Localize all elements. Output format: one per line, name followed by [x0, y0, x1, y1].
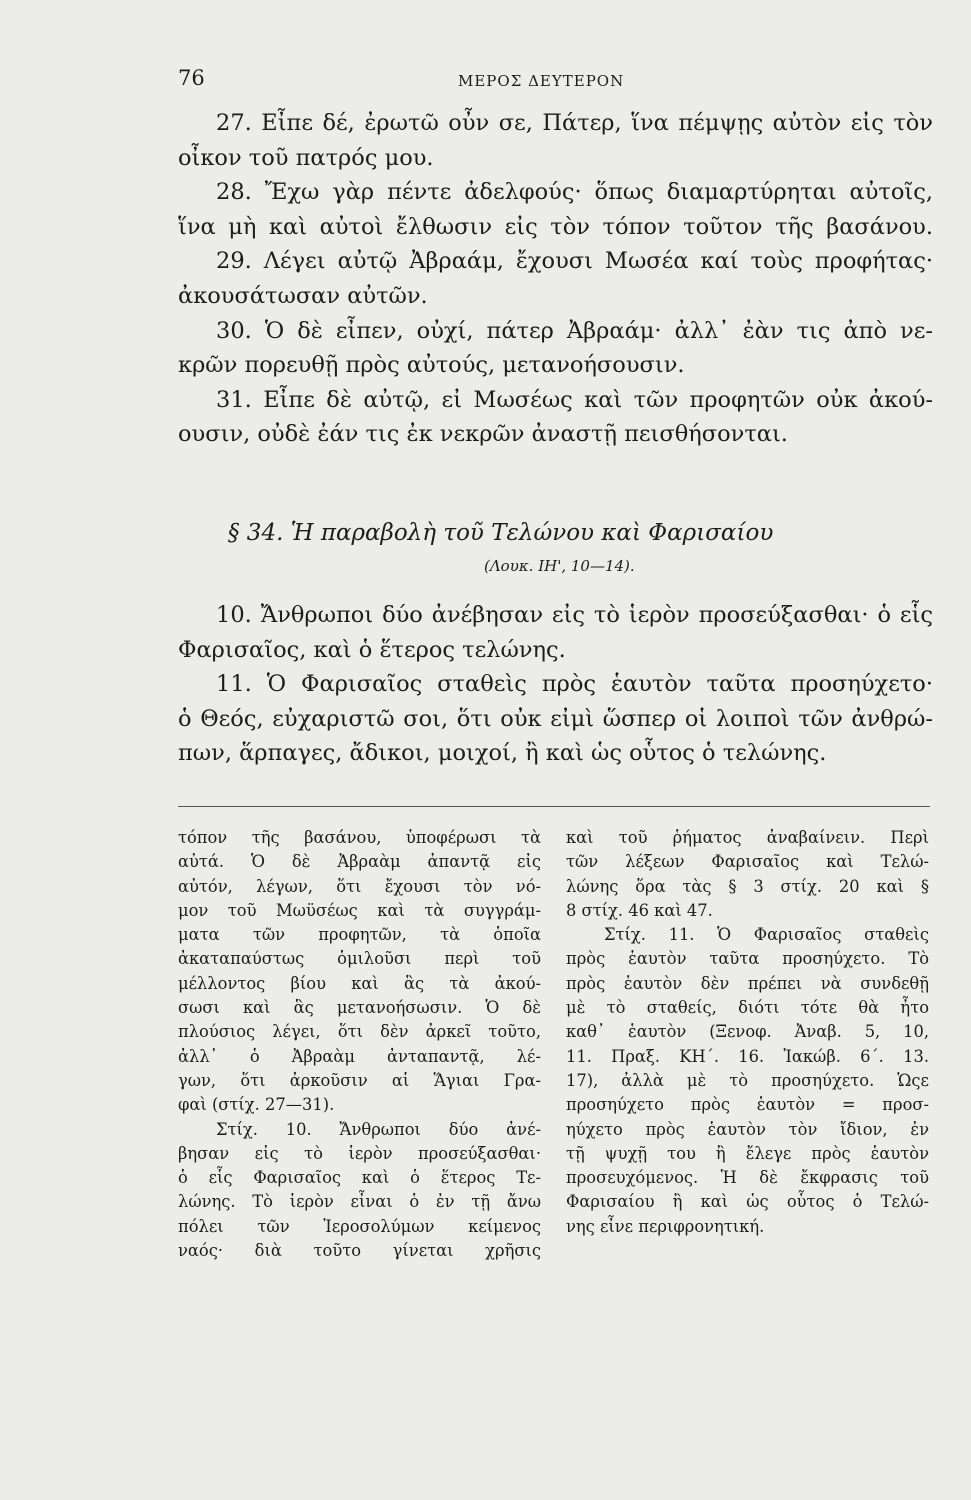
running-head: ΜΕΡΟΣ ΔΕΥΤΕΡΟΝ — [458, 72, 625, 90]
verse-line: ὁ Θεός, εὐχαριστῶ σοι, ὅτι οὐκ εἰμὶ ὥσπερ οἱ λοιποὶ τῶν ἀνθρώ- — [178, 705, 933, 732]
verse-line: ουσιν, οὐδὲ ἐάν τις ἐκ νεκρῶν ἀναστῇ πεισθήσονται. — [178, 421, 788, 448]
verse-line: 31. Εἶπε δὲ αὐτῷ, εἰ Μωσέως καὶ τῶν προφητῶν οὐκ ἀκού- — [216, 386, 933, 413]
footnote-line: λώνης. Τὸ ἱερὸν εἶναι ὁ ἐν τῇ ἄνω — [178, 1192, 541, 1212]
footnote-line: 11. Πραξ. ΚΗ΄. 16. Ἰακώβ. 6΄. 13. — [566, 1046, 929, 1066]
footnote-line: ὁ εἷς Φαρισαῖος καὶ ὁ ἕτερος Τε- — [178, 1168, 541, 1188]
verse-line: ἵνα μὴ καὶ αὐτοὶ ἔλθωσιν εἰς τὸν τόπον τοῦτον τῆς βασάνου. — [178, 213, 933, 240]
verse-line: οἶκον τοῦ πατρός μου. — [178, 144, 434, 171]
footnote-line: σωσι καὶ ἃς μετανοήσωσιν. Ὁ δὲ — [178, 998, 541, 1018]
footnote-line: βησαν εἰς τὸ ἱερὸν προσεύξασθαι· — [178, 1143, 541, 1163]
verse-line: 28. Ἔχω γὰρ πέντε ἀδελφούς· ὅπως διαμαρτύρηται αὐτοῖς, — [216, 179, 933, 206]
footnote-line: ἀλλ᾽ ὁ Ἀβραὰμ ἀνταπαντᾷ, λέ- — [178, 1046, 541, 1066]
footnote-divider — [178, 806, 930, 807]
verse-line: 29. Λέγει αὐτῷ Ἀβραάμ, ἔχουσι Μωσέα καί τοὺς προφήτας· — [216, 248, 933, 275]
footnote-line: Φαρισαίου ἢ καὶ ὡς οὗτος ὁ Τελώ- — [566, 1192, 929, 1212]
footnote-line: προσευχόμενος. Ἡ δὲ ἔκφρασις τοῦ — [566, 1168, 929, 1188]
footnote-line: Στίχ. 11. Ὁ Φαρισαῖος σταθεὶς — [604, 925, 929, 945]
verse-line: 30. Ὁ δὲ εἶπεν, οὐχί, πάτερ Ἀβραάμ· ἀλλ᾽ ἐὰν τις ἀπὸ νε- — [216, 317, 933, 344]
verse-line: ἀκουσάτωσαν αὐτῶν. — [178, 282, 428, 309]
footnote-line: φαὶ (στίχ. 27—31). — [178, 1095, 335, 1115]
footnote-line: πόλει τῶν Ἱεροσολύμων κείμενος — [178, 1216, 541, 1236]
footnote-line: τόπον τῆς βασάνου, ὑποφέρωσι τὰ — [178, 828, 541, 847]
verse-line: 11. Ὁ Φαρισαῖος σταθεὶς πρὸς ἑαυτὸν ταῦτα προσηύχετο· — [216, 671, 933, 698]
footnote-line: καὶ τοῦ ῥήματος ἀναβαίνειν. Περὶ — [566, 828, 929, 847]
footnote-line: πρὸς ἑαυτὸν δὲν πρέπει νὰ συνδεθῇ — [566, 973, 929, 993]
footnote-line: πλούσιος λέγει, ὅτι δὲν ἀρκεῖ τοῦτο, — [178, 1022, 541, 1042]
footnote-line: λώνης ὅρα τὰς § 3 στίχ. 20 καὶ § — [566, 876, 929, 896]
footnote-line: τῶν λέξεων Φαρισαῖος καὶ Τελώ- — [566, 852, 929, 872]
footnote-line: προσηύχετο πρὸς ἑαυτὸν = προσ- — [566, 1095, 929, 1115]
main-text-block — [178, 106, 933, 452]
footnote-line: 8 στίχ. 46 καὶ 47. — [566, 900, 713, 920]
footnote-line: αὐτά. Ὁ δὲ Ἀβραὰμ ἀπαντᾷ εἰς — [178, 852, 541, 872]
page-number: 76 — [178, 66, 205, 90]
verse-line: Φαρισαῖος, καὶ ὁ ἕτερος τελώνης. — [178, 636, 566, 663]
footnote-line: γων, ὅτι ἀρκοῦσιν αἱ Ἅγιαι Γρα- — [178, 1070, 541, 1090]
main-text-block-2 — [178, 598, 933, 771]
verse-line: 10. Ἄνθρωποι δύο ἀνέβησαν εἰς τὸ ἱερὸν προσεύξασθαι· ὁ εἷς — [216, 602, 933, 628]
footnote-line: ηύχετο πρὸς ἑαυτὸν τὸν ἴδιον, ἐν — [566, 1119, 929, 1139]
footnote-line: καθ᾽ ἑαυτὸν (Ξενοφ. Ἀναβ. 5, 10, — [566, 1022, 929, 1042]
footnote-line: ναός· διὰ τοῦτο γίνεται χρῆσις — [178, 1241, 541, 1261]
section-reference: (Λουκ. ΙΗ', 10—14). — [484, 557, 635, 575]
footnote-column-left — [178, 826, 541, 1263]
page-header — [178, 66, 930, 96]
footnote-column-right — [566, 826, 929, 1239]
verse-line: κρῶν πορευθῇ πρὸς αὐτούς, μετανοήσουσιν. — [178, 352, 685, 379]
verse-line: πων, ἅρπαγες, ἄδικοι, μοιχοί, ἢ καὶ ὡς οὗτος ὁ τελώνης. — [178, 740, 827, 767]
footnote-line: αὐτόν, λέγων, ὅτι ἔχουσι τὸν νό- — [178, 876, 541, 896]
footnote-line: μον τοῦ Μωϋσέως καὶ τὰ συγγράμ- — [178, 900, 541, 920]
verse-line: 27. Εἶπε δέ, ἐρωτῶ οὖν σε, Πάτερ, ἵνα πέμψῃς αὐτὸν εἰς τὸν — [216, 110, 933, 136]
footnote-line: πρὸς ἑαυτὸν ταῦτα προσηύχετο. Τὸ — [566, 949, 929, 969]
section-title: § 34. Ἡ παραβολὴ τοῦ Τελώνου καὶ Φαρισαίου — [228, 520, 774, 546]
footnote-line: ἀκαταπαύστως ὁμιλοῦσι περὶ τοῦ — [178, 949, 541, 969]
footnote-line: 17), ἀλλὰ μὲ τὸ προσηύχετο. Ὡςε — [566, 1070, 929, 1090]
footnote-line: τῇ ψυχῇ του ἢ ἔλεγε πρὸς ἑαυτὸν — [566, 1143, 929, 1163]
footnote-line: νης εἶνε περιφρονητική. — [566, 1216, 765, 1236]
footnote-line: ματα τῶν προφητῶν, τὰ ὁποῖα — [178, 925, 541, 945]
footnote-line: μὲ τὸ σταθείς, διότι τότε θὰ ἦτο — [566, 998, 929, 1018]
footnote-line: μέλλοντος βίου καὶ ἃς τὰ ἀκού- — [178, 973, 541, 993]
footnote-line: Στίχ. 10. Ἄνθρωποι δύο ἀνέ- — [216, 1119, 541, 1139]
